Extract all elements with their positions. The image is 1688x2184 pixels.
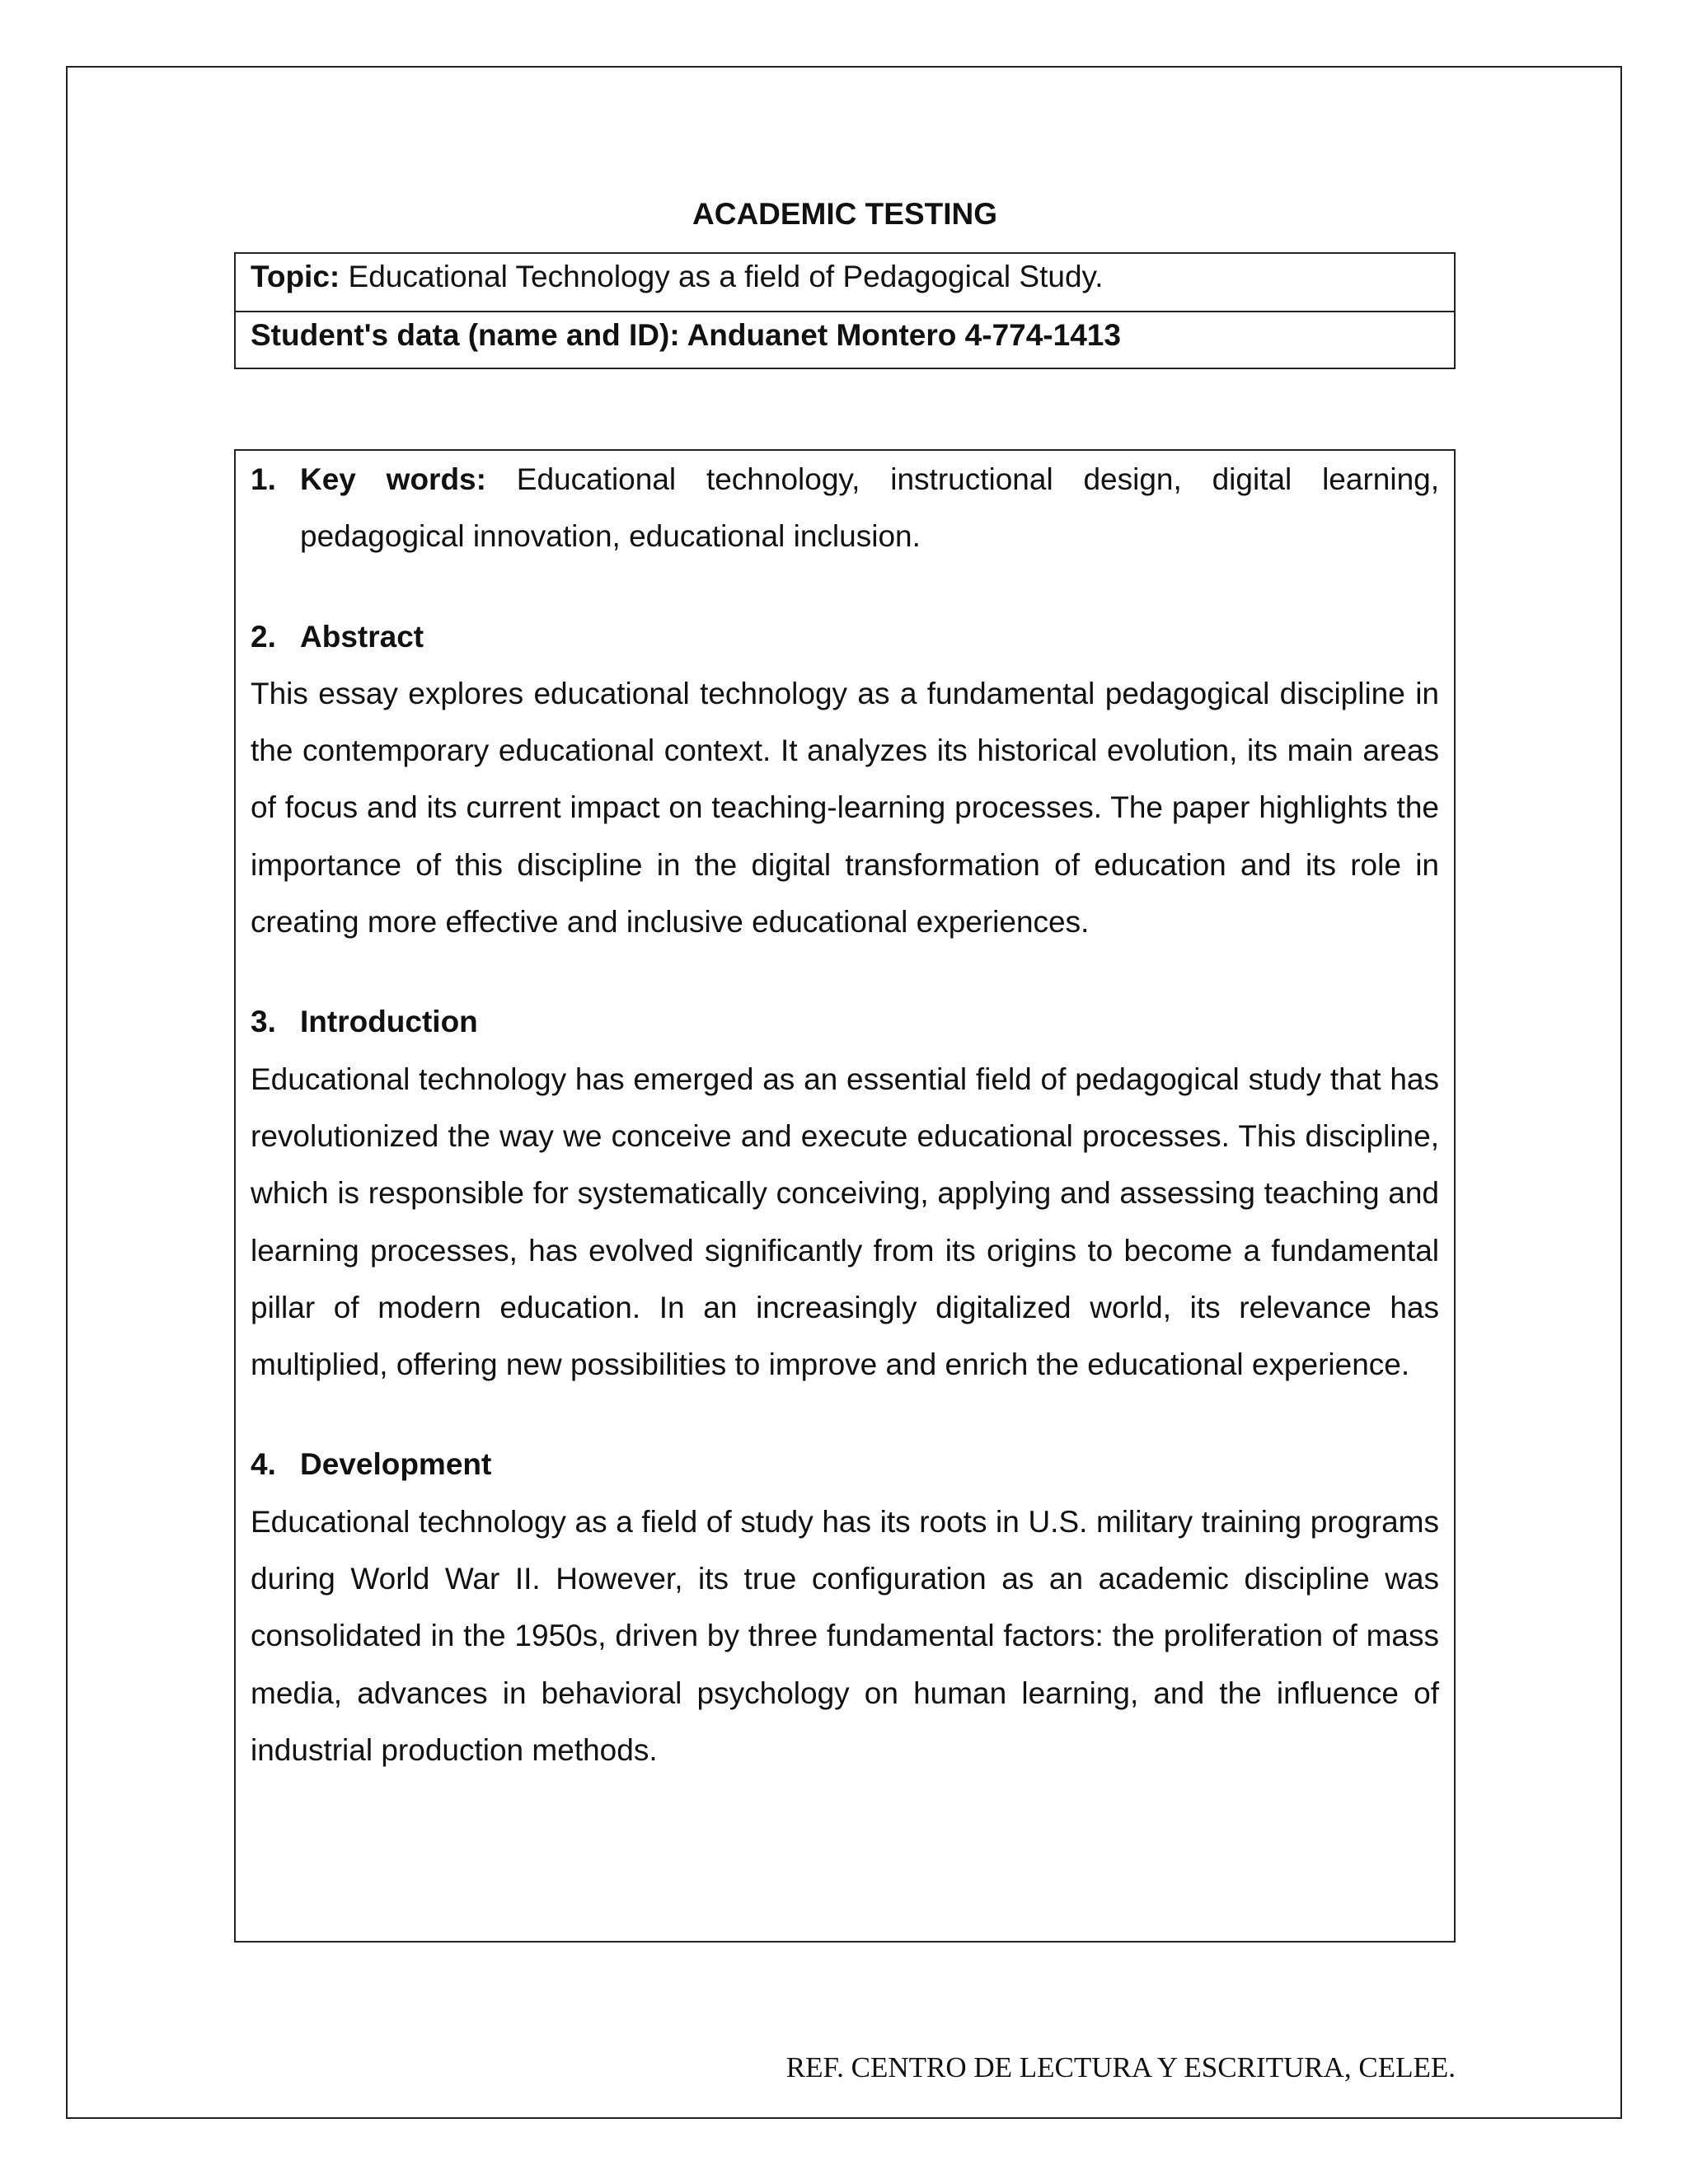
topic-label: Topic:	[251, 260, 340, 293]
abstract-section	[251, 608, 1439, 951]
keywords-body	[300, 451, 1439, 565]
keywords-text: Educational technology, instructional design, digital learning, pedagogical innovation, educational inclusion.	[300, 462, 1440, 554]
content-box	[234, 449, 1456, 1943]
footer-reference: REF. CENTRO DE LECTURA Y ESCRITURA, CELEE.	[785, 2051, 1456, 2083]
development-number: 4.	[251, 1447, 276, 1482]
introduction-paragraph: Educational technology has emerged as an essential field of pedagogical study that has revolutionized the way we conceive and execute educational processes. This discipline, which is responsible for systematically conceiving, applying and assessing teaching and learning processes, has evolved significantly from its origins to become a fundamental pillar of modern education. In an increasingly digitalized world, its relevance has multiplied, offering new possibilities to improve and enrich the educational experience.	[251, 1062, 1439, 1382]
abstract-title: Abstract	[300, 619, 424, 654]
introduction-section	[251, 993, 1439, 1393]
introduction-number: 3.	[251, 1005, 276, 1039]
student-data-row: Student's data (name and ID): Anduanet Montero 4-774-1413	[236, 311, 1454, 368]
abstract-number: 2.	[251, 619, 276, 654]
keywords-label: Key words:	[300, 462, 486, 496]
development-section	[251, 1436, 1439, 1779]
introduction-heading	[251, 993, 1439, 1050]
development-paragraph: Educational technology as a field of study has its roots in U.S. military training programs during World War II. However, its true configuration as an academic discipline was consolidated in the 1950s, driven by three fundamental factors: the proliferation of mass media, advances in behavioral psychology on human learning, and the influence of industrial production methods.	[251, 1504, 1439, 1767]
abstract-heading	[251, 608, 1439, 665]
abstract-paragraph: This essay explores educational technology as a fundamental pedagogical discipline in the contemporary educational context. It analyzes its historical evolution, its main areas of focus and its current impact on teaching-learning processes. The paper highlights the importance of this discipline in the digital transformation of education and its role in creating more effective and inclusive educational experiences.	[251, 676, 1439, 940]
document-title: ACADEMIC TESTING	[692, 197, 997, 231]
topic-value: Educational Technology as a field of Pedagogical Study.	[340, 260, 1104, 293]
header-table	[234, 252, 1456, 369]
keywords-section	[251, 451, 1439, 565]
topic-row	[236, 254, 1454, 311]
development-title: Development	[300, 1447, 492, 1482]
keywords-number: 1.	[251, 462, 276, 496]
introduction-title: Introduction	[300, 1005, 478, 1039]
development-heading	[251, 1436, 1439, 1493]
